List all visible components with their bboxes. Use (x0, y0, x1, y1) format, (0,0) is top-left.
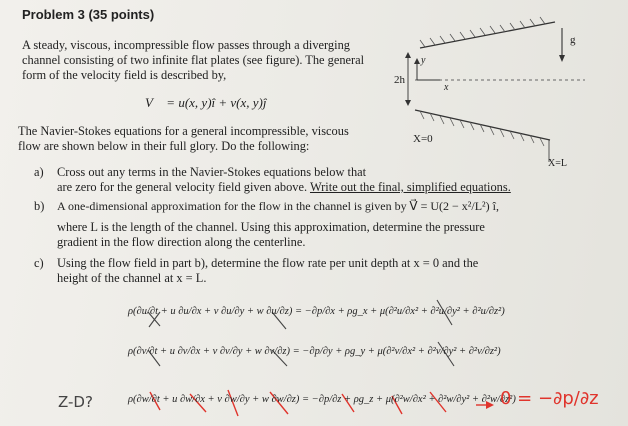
part-b-line-3: gradient in the flow direction along the centerline. (57, 235, 306, 249)
z-momentum-equation: ρ(∂w/∂t + u ∂w/∂x + v ∂w/∂y + w ∂w/∂z) = −∂p/∂z + ρg_z + μ(∂²w/∂x² + ∂²w/∂y² + ∂²w/∂z²) (128, 394, 516, 405)
intro-line-2: channel consisting of two infinite flat plates (see figure). The general (22, 53, 365, 67)
height-label: 2h (394, 74, 405, 86)
part-a-label: a) (34, 165, 44, 179)
x-momentum-equation: ρ(∂u/∂t + u ∂u/∂x + v ∂u/∂y + w ∂u/∂z) = −∂p/∂x + ρg_x + μ(∂²u/∂x² + ∂²u/∂y² + ∂²u/∂z²) (128, 306, 505, 317)
part-c-line-2: height of the channel at x = L. (57, 271, 207, 285)
handwritten-result: 0 = −∂p/∂z (500, 388, 599, 409)
part-a-line-2 (57, 180, 511, 194)
part-c-line-1: Using the flow field in part b), determine the flow rate per unit depth at x = 0 and the (57, 256, 479, 270)
x-axis-label: x (444, 82, 449, 93)
intro-line-1: A steady, viscous, incompressible flow passes through a diverging (22, 38, 350, 52)
y-axis-label: y (421, 55, 426, 66)
part-b-line-1: A one-dimensional approximation for the flow in the channel is given by V⃗ = U(2 − x²/L²) î, (57, 199, 499, 213)
part-a-line-2-text: are zero for the general velocity field given above. (57, 180, 310, 194)
part-b-line-2: where L is the length of the channel. Using this approximation, determine the pressure (57, 220, 485, 234)
velocity-field-equation: V⃗ = u(x, y)î + v(x, y)ĵ (145, 95, 267, 110)
x0-label: X=0 (413, 133, 433, 145)
ns-intro-line-2: flow are shown below in their full glory. Do the following: (18, 139, 310, 153)
xl-label: X=L (548, 158, 567, 169)
ns-intro-line-1: The Navier-Stokes equations for a general incompressible, viscous (18, 124, 349, 138)
part-b-label: b) (34, 199, 45, 213)
part-a-line-1: Cross out any terms in the Navier-Stokes equations below that (57, 165, 367, 179)
margin-note: Z-D? (58, 393, 93, 411)
problem-title: Problem 3 (35 points) (22, 7, 155, 22)
part-c-label: c) (34, 256, 44, 270)
part-a-underlined-text: Write out the final, simplified equations. (309, 180, 511, 194)
gravity-label: g (570, 34, 576, 46)
y-momentum-equation: ρ(∂v/∂t + u ∂v/∂x + v ∂v/∂y + w ∂v/∂z) = −∂p/∂y + ρg_y + μ(∂²v/∂x² + ∂²v/∂y² + ∂²v/∂z²) (128, 346, 501, 357)
intro-line-3: form of the velocity field is described by, (22, 68, 227, 82)
